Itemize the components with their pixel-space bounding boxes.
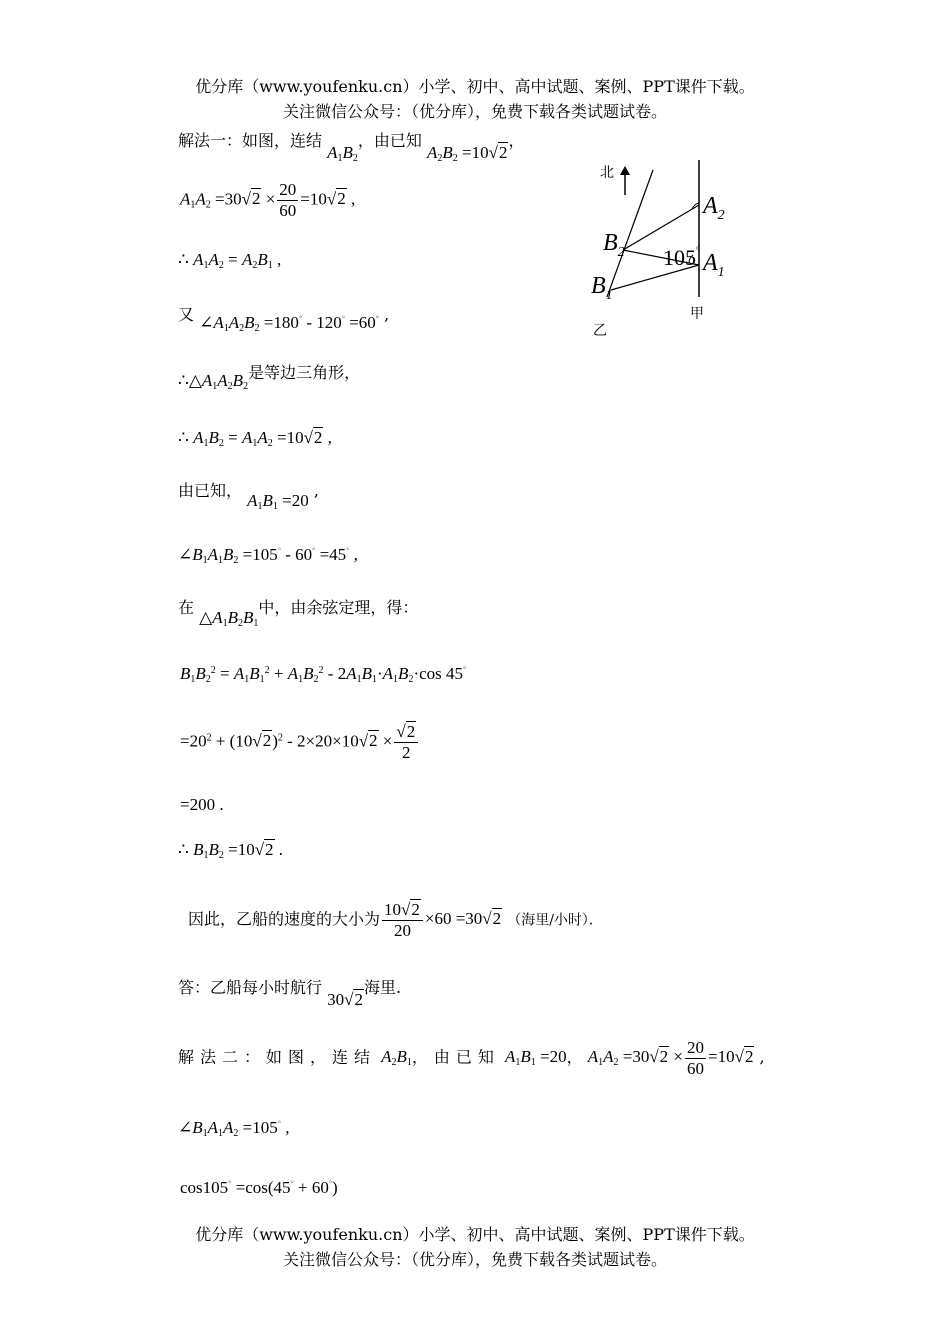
solution1-intro: 解法一：如图，连结 <box>178 131 323 150</box>
point-b2-label: $B_2$ <box>603 230 625 260</box>
ship-b-label: 乙 <box>593 324 607 339</box>
math-cosine-law: $B_1B_2^2 = A_1B_1^2 + A_1B_2^2 - 2A_1B_1\cdot A_1B_2\cdot\cos$ 45° <box>180 664 467 685</box>
angle-105-label: 105° <box>663 245 700 270</box>
math-result-200: =200 . <box>180 795 224 814</box>
solution2-line-1: 解法二：如图，连结 $A_2B_1$，由已知 $A_1B_1 =20$， $A_1A_2 =30√2$ × $\frac{20}{60}$ =10√2 , <box>178 1038 765 1078</box>
solution1-speed-line: 因此，乙船的速度的大小为 $\frac{10√2}{20}$ ×60 =30√2 （海里/小时）． <box>188 900 603 940</box>
from-known-label: 由已知， <box>178 481 243 500</box>
geometry-figure <box>585 155 745 345</box>
solution1-known-a1b1: 由已知， $A_1B_1 =20$ , <box>178 481 319 512</box>
footer-line-1: 优分库（www.youfenku.cn）小学、初中、高中试题、案例、PPT课件下载。 <box>195 1225 755 1244</box>
footer-line-2: 关注微信公众号：（优分库），免费下载各类试题试卷。 <box>282 1250 667 1269</box>
math-a1b2-value: ∴ $A_1B_2 = A_1A_2 =10√2$ , <box>178 428 332 449</box>
solution1-angle-line: 又 $\angle A_1A_2B_2 =180^\circ - 120^\circ =60^\circ$ , <box>178 305 390 334</box>
math-b1b2-value: ∴ $B_1B_2 =10√2$ . <box>178 840 284 861</box>
math-cos105: cos105° =cos(45° + 60°) <box>180 1178 338 1197</box>
solution2-intro: 解法二：如图，连结 <box>178 1047 377 1067</box>
ship-a-label: 甲 <box>690 307 704 322</box>
solution1-known: ，由已知 <box>357 131 422 150</box>
cosine-law-text: 中，由余弦定理，得： <box>258 598 419 617</box>
header-line-2: 关注微信公众号：（优分库），免费下载各类试题试卷。 <box>282 102 667 121</box>
point-a2-label: $A_2$ <box>703 193 725 223</box>
math-equal-segments: ∴ $A_1A_2 = A_2B_1$ , <box>178 250 282 271</box>
equilateral-text: 是等边三角形， <box>248 363 361 382</box>
header-line-1: 优分库（www.youfenku.cn）小学、初中、高中试题、案例、PPT课件下载。 <box>195 77 755 96</box>
north-label: 北 <box>600 166 614 181</box>
math-a1a2-value: $A_1A_2 =30√2$ × $\frac{20}{60}$ =10√2 , <box>180 180 356 220</box>
speed-text: 因此，乙船的速度的大小为 <box>188 909 381 929</box>
north-arrow-icon <box>620 166 630 175</box>
solution1-answer-line: 答：乙船每小时航行 30√2海里. <box>178 978 402 1009</box>
solution1-line-1: 解法一：如图，连结 $A_1B_2$，由已知 $A_2B_2 =10√2$， <box>178 131 525 164</box>
answer-prefix: 答：乙船每小时航行 <box>178 978 323 997</box>
again-label: 又 <box>178 305 195 324</box>
speed-unit: （海里/小时）． <box>507 912 603 929</box>
point-b1-label: $B_1$ <box>591 273 613 303</box>
point-a1-label: $A_1$ <box>703 250 725 280</box>
math-angle-b1a1a2: $\angle B_1A_1A_2 =105^\circ$ , <box>178 1118 290 1139</box>
solution1-cosine-intro: 在 $\triangle A_1B_2B_1$中，由余弦定理，得： <box>178 598 419 629</box>
answer-suffix: 海里. <box>363 978 402 997</box>
solution1-equilateral-line: $\therefore\triangle A_1A_2B_2$是等边三角形， <box>178 363 361 392</box>
math-substitution: $=20^2 + (10√2)^2 - 2\times 20\times 10√2$ × $\frac{√2}{2}$ <box>180 722 420 763</box>
solution2-known: ，由已知 <box>411 1047 500 1067</box>
in-prefix: 在 <box>178 598 195 617</box>
segment-b2-a2 <box>623 205 699 250</box>
math-angle-b1a1b2: $\angle B_1A_1B_2 =105^\circ - 60^\circ =45^\circ$ , <box>178 545 358 566</box>
